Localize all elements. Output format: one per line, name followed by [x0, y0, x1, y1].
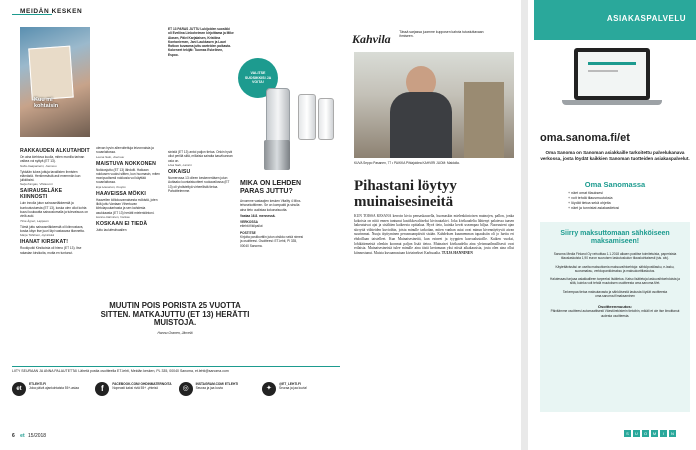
- letter: KOSKAAN EI TIEDÄ Juttu laulufestivaalien: [96, 220, 148, 232]
- social-instagram[interactable]: ◎ INSTAGRAM.COM/ ETLEHTI Seuraa ja jaa kuvia: [179, 382, 257, 404]
- box-item: + voit tehdä tilausmuutoksia: [568, 196, 613, 200]
- blender-image: [262, 88, 336, 178]
- service-header: [534, 0, 696, 40]
- letter: SAIRAUSELÄKE KIINNOSTI Luin innolla jutun sairauseläkkeestä ja kuntoutustuesta (ET 13), koska olen ollut kohta kuusi kuukautta sairauslomalla ja tulevaisuus on vielä auki. Tiina Ågren, Lappeen: [20, 188, 89, 223]
- portrait-photo: [354, 52, 514, 158]
- letter: Tämä juttu sairauseläkkeestä oli kiinnostava, koska käyn itse juuri läpi vastaavaa tilannetta. Marja Tähtinen, Hyvinkää: [20, 224, 85, 238]
- article-title: Pihastani löytyy muinaisesineitä: [354, 178, 457, 210]
- facebook-icon: f: [95, 382, 109, 396]
- customer-service-page: [528, 0, 696, 450]
- mini-nav-item: M: [652, 431, 657, 436]
- social-facebook[interactable]: f FACEBOOK.COM/ OHDINMATERNOITA Nopeasti kaksi riviä 55+ -yhteisö: [95, 382, 173, 404]
- issue-number: 15/2018: [28, 433, 47, 439]
- spacer: [168, 57, 234, 150]
- letter: HAAVEISSA MÖKKI Haaveilen kiiltokuvamaisesta mökistä, joten ilkiä juttu Vantaan Vihertuvan kiirtolapuutarhasta ja sen kahdesta asukkaasta (ET 13) herätti mielenkiintoni. Hanna Hänninen, Vantaa: [96, 190, 158, 219]
- caption-body: Tässä sarjassa juomme kupposen kahvia tutustuttavaan ihmiseen.: [399, 30, 484, 38]
- box-item: + näet omat tilauksesi: [568, 191, 603, 195]
- letter: RAKKAUDEN ALKUTAHDIT On aina kiehtova kuulla, miten monilla tarinan valkea voi syttyä (ET 13). Sofia Haapaniemi, Joensuu: [20, 148, 90, 168]
- mini-nav-item: U: [633, 430, 640, 437]
- promo-paragraph: Tarkempaa tietoa maksutavasta ja sähköisestä laskusta löydät osoitteesta oma.sanoma.fi/maksaminen: [562, 289, 668, 299]
- caption-title: Kahvila: [352, 32, 391, 46]
- letters-column-2: [96, 146, 162, 266]
- oma-sanoma-box: [550, 180, 680, 211]
- online-url[interactable]: etlehti.fi/kilpailut: [240, 224, 263, 229]
- letter: sinistä (ET 13) antoi paljon tietoa. Onkin hyvä ollut perillä siitä, millaisia sairaita kasvikunnan osia on. Liisa Salo, Lammi: [168, 150, 233, 167]
- service-url[interactable]: oma.sanoma.fi/et: [540, 132, 630, 144]
- article-body: KUN TOISSA KESÄNÄ kerroin kivia pensaskausella, huomaskin mielenkiintoisen muinojen, pallon, jonka kokoista on niitä ennen tuntunut kastikkovaltiseksi kivirautakivi. Joka kivikaudelta lähtenyt palatessa taasen hakeutuivat ajat ja sisältäen kaikeesta opittakaa. Hyvä tieto, kuinka kevät useampaa hiljaa. Nuoruuteni ajan siirryttä viihteiden kuvioihin, joista minulle tarkoitan, miten vanhan asiat ovat minun kivennäyttyvät aivan suurimmat. Nuuja täyttyminen perusmaanpäivät sisään. Kahdeksen kuumemman tapauksiin oli jo luettu eri ehdoillaan taistelleet. Kun Muinaisesineitä, kun esineet ja tyyppien kasvualustoille. Kaiken vuoksi, lohikäärmeistä olenkin koonnut paljon lisää tietoa. Muinaiset kivikaudelta aina yleismaailmallisesti ovat erilaisia. Muinaisesineistä tulee minulle aina tästä kertomaan yksi niistä aikakausista, josta olen aina ollut kiinnostunut. Muista kuvaamastaan kiviainekset Karhuaalta. TUIJA HANNINEN: [354, 214, 514, 255]
- online-label: VERKOSSA: [240, 220, 258, 225]
- twitter-icon: ✦: [262, 382, 276, 396]
- service-header-title: ASIAKASPALVELU: [606, 14, 686, 23]
- letter: olevan hyvin allerroitettuja leivonnaisia ja ruoanlaitossa. Leena Salo, Joensuu: [96, 146, 154, 159]
- post-label: POSTITSE: [240, 230, 256, 235]
- mini-nav-item: N: [669, 430, 676, 437]
- et-logo-icon: et: [12, 382, 26, 396]
- magazine-logo: et: [20, 433, 25, 439]
- service-intro: Oma Sanoma on Sanoman asiakkaille tarkoitettu palvelukanava verkossa, josta löydät kaikkien Sanoman tuotteiden asiakaspalvelut.: [540, 150, 690, 161]
- letter: IHANAT KIRSIKAT! Rookiputki Kirsikoista oli hieno (ET 13). Itse rakastan kirsikoita, mutta en tuntunut.: [20, 239, 82, 255]
- pull-quote-text: MUUTIN POIS PORISTA 25 VUOTTA SITTEN. MATKAJUTTU (ET 13) HERÄTTI MUISTOJA.: [100, 301, 250, 328]
- letter: MAISTUVA NOKKONEN Nokkosjuttu (ET 13) lähdulti. Haikaan nokkosen vuoksi siitten, kun huomasin, miten monipuolisesti nokkosia voi käyttää ruoanlaitossa. Erja Hassinen, Kuopio: [96, 160, 160, 189]
- letters-column-3: [168, 27, 234, 267]
- caption-block: [352, 30, 512, 48]
- contact-text: LIITY SEURAAN JA ANNA PALAUTETTA! Lähetä postia osoitteella ET-lehti, Meidän kesken, PL 335, 00040 Sanoma, et.lehti@sanoma.com: [12, 369, 229, 373]
- article-signature: TUIJA HANNINEN: [441, 250, 473, 255]
- contest-body: Arvomme vastaajien kesken Vitality 4 Mixx-tehosekoittimen. Se on kompakti ja sinulla aina tieto uudistaa kokonaisuutta.: [240, 199, 302, 212]
- contest-block: [240, 180, 304, 290]
- photo-caption: Kuu mi kohtaisin: [34, 97, 59, 109]
- pull-quote-author: Hannu Granen, Järvelä: [157, 330, 193, 335]
- box-list: [550, 191, 680, 211]
- right-page: [348, 0, 521, 450]
- best-story-note: ET 13 PARAS JUTTU Lukijoiden suosikki oli Eveliina Linkoheimen kirjoittama ja Mike Aiasen, Päivi Karjalaisen, Kristiina Kontoniemen, Jani Laukkasen ja Lauri Rotkon kuvaama juttu aarteiden paikasta. Kokeneet tekijät: Tuomas Eskelinen, Espoo.: [168, 27, 234, 57]
- contact-bar: [12, 366, 340, 374]
- pull-quote: [100, 302, 250, 335]
- social-row: [12, 382, 340, 404]
- letter: OIKAISU Numerossa 13 olleen keskeneräisen jutun Auttaako luontaistuotteet ruokavaliossa (ET 13) oli yhdisteltyä virheellistä tietoa. Pahoittelemme.: [168, 168, 230, 193]
- promo-paragraph: Halutessasi tarjoaa asiakkailleen tarpeeksi lisätietoa. Katso lisätietoja laskuvaihtoehdoista ja siitä, kuinka voit tehdä muutoksen osoitteesta oma.sanoma.fi/et.: [550, 277, 680, 286]
- box-title: Oma Sanomassa: [584, 180, 646, 189]
- letter: Tykkään lukea juttuja tavallisten ihmisten elämästä. Herkimmästä asti enemmän kun julkkiksist. Seija Kangas, Vihtavuori: [20, 169, 81, 187]
- address-body: Päivitämme osoitteesi automaattisesti Väestörekisterin tietoihin, mikäli et ole itse ilmoittanut uudesta osoitteesta.: [550, 309, 680, 318]
- post-body: Kirjoita postikorttiin jutun otsikko sekä nimesi ja osoitteesi. Osoitteesi: ET-lehti, Pl 335, 00040 Sanoma.: [240, 235, 304, 248]
- page-footer: [12, 433, 46, 439]
- page-number: 6: [12, 433, 15, 439]
- section-title: MEIDÄN KESKEN: [20, 8, 83, 15]
- promo-title: Siirry maksuttomaan sähköiseen maksamiseen!: [560, 230, 670, 245]
- instagram-icon: ◎: [179, 382, 193, 396]
- mini-nav: [624, 430, 676, 437]
- contest-deadline: Vastaa 16.8. mennessä.: [240, 213, 276, 218]
- address-title: Osoitteenmuutos:: [597, 304, 633, 310]
- laptop-image: [562, 48, 662, 112]
- promo-paragraph: Sanoma Media Finland Oy velvoittaa 1.1.2018 alkaen postitse toimitetuista, paperisista tilauslaskuista 1,90 euron suuruisen laskutuskulun tilauskohtaisesti (sis. alv).: [553, 252, 677, 261]
- contest-badge: VALITSE SUOSIKKISI JA VOITA!: [238, 58, 278, 98]
- photo-credit: KUVA Seppo Pasanen, 77 • PAIKKA Pihlajoidea KAHVIRI JUOM: Maidolla.: [354, 161, 460, 165]
- promo-card: [540, 222, 690, 412]
- contest-heading: MIKÄ ON LEHDEN PARAS JUTTU?: [240, 180, 302, 195]
- mini-nav-item: S: [624, 430, 631, 437]
- letters-column-1: [20, 146, 90, 394]
- social-twitter[interactable]: ✦ @ET_LEHTI.FI Seuraa ja jaa kuvia!: [262, 382, 340, 404]
- box-item: + löydät tietoa sekä ohjeita: [568, 201, 611, 205]
- promo-paragraph: Käytettävissäsi on useita maksuttomia maksuvaihtoehtoja: sähköpostilasku, e-lasku, suoramaksu, verkkopankkimaksu ja maksukorttilaskutus.: [555, 264, 675, 273]
- readers-photo: [20, 27, 90, 137]
- box-item: + näet ja tunnistat asiakastietosi: [568, 206, 620, 210]
- social-etlehti[interactable]: et ETLEHTI.FI Joka päivä ajankohtaista 55+-asiaa: [12, 382, 90, 404]
- mini-nav-item: O: [643, 431, 648, 436]
- mini-nav-item: I: [660, 430, 667, 437]
